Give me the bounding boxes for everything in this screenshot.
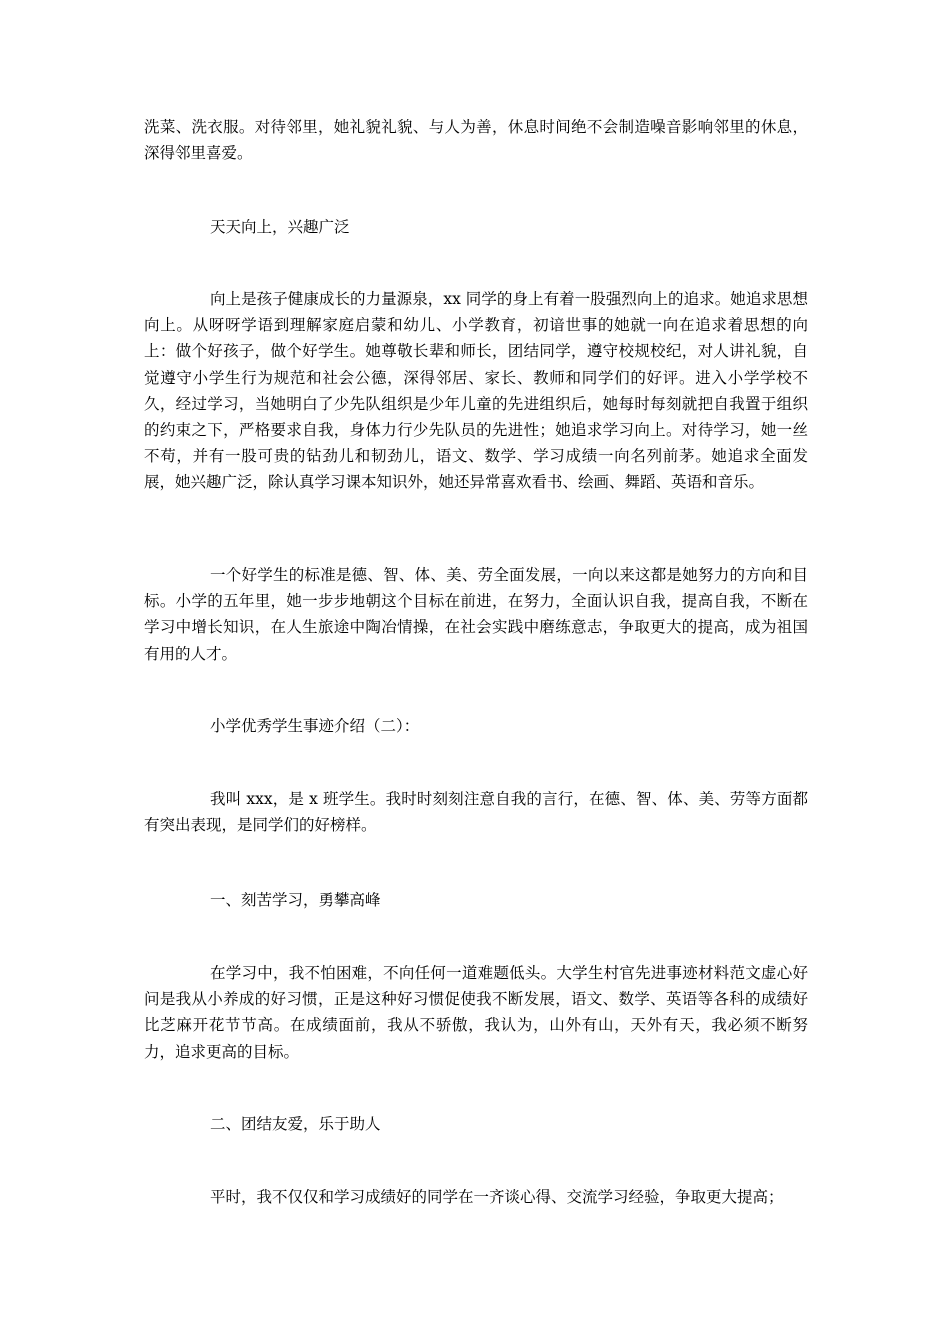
paragraph-daily: 平时，我不仅仅和学习成绩好的同学在一齐谈心得、交流学习经验，争取更大提高；	[210, 1188, 784, 1206]
paragraph-xiangshang: 向上是孩子健康成长的力量源泉，xx 同学的身上有着一股强烈向上的追求。她追求思想向上。从呀呀学语到理解家庭启蒙和幼儿、小学教育，初谙世事的她就一向在追求着思想的向上：做个好孩子，做个好学生。她尊敬长辈和师长，团结同学，遵守校规校纪，对人讲礼貌，自觉遵守小学生行为规范和社会公德，深得邻居、家长、教师和同学们的好评。进入小学学校不久，经过学习，当她明白了少先队组织是少年儿童的先进组织后，她每时每刻就把自我置于组织的约束之下，严格要求自我，身体力行少先队员的先进性；她追求学习向上。对待学习，她一丝不苟，并有一股可贵的钻劲儿和韧劲儿，语文、数学、学习成绩一向名列前茅。她追求全面发展，她兴趣广泛，除认真学习课本知识外，她还异常喜欢看书、绘画、舞蹈、英语和音乐。	[144, 290, 808, 492]
heading-section-two: 小学优秀学生事迹介绍（二）：	[210, 717, 420, 735]
paragraph-study: 在学习中，我不怕困难，不向任何一道难题低头。大学生村官先进事迹材料范文虚心好问是我从小养成的好习惯，正是这种好习惯促使我不断发展，语文、数学、英语等各科的成绩好比芝麻开花节节高。在成绩面前，我从不骄傲，我认为，山外有山，天外有天，我必须不断努力，追求更高的目标。	[144, 964, 808, 1061]
heading-unity-help: 二、团结友爱，乐于助人	[210, 1115, 381, 1133]
paragraph-neighbors: 洗菜、洗衣服。对待邻里，她礼貌礼貌、与人为善，休息时间绝不会制造噪音影响邻里的休息，深得邻里喜爱。	[144, 118, 808, 163]
heading-study-hard: 一、刻苦学习，勇攀高峰	[210, 891, 381, 909]
paragraph-self-intro: 我叫 xxx，是 x 班学生。我时时刻刻注意自我的言行，在德、智、体、美、劳等方面都有突出表现，是同学们的好榜样。	[144, 790, 808, 835]
paragraph-good-student-standard: 一个好学生的标准是德、智、体、美、劳全面发展，一向以来这都是她努力的方向和目标。小学的五年里，她一步步地朝这个目标在前进，在努力，全面认识自我，提高自我，不断在学习中增长知识，在人生旅途中陶冶情操，在社会实践中磨练意志，争取更大的提高，成为祖国有用的人才。	[144, 566, 808, 663]
heading-tiantian-xiangshang: 天天向上，兴趣广泛	[210, 218, 350, 236]
